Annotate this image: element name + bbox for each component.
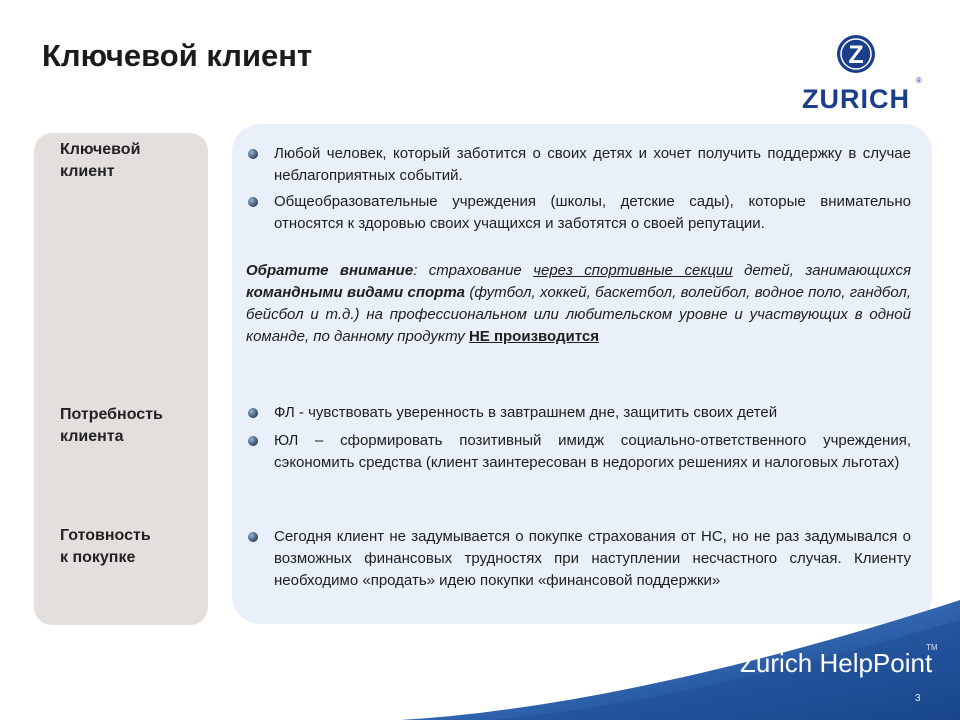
label-key-client: Ключевой клиент [60,141,141,180]
registered-mark: ® [916,76,922,85]
list-item: ФЛ - чувствовать уверенность в завтрашнем дне, защитить своих детей [274,402,911,424]
list-item: Сегодня клиент не задумывается о покупке страхования от НС, но не раз задумывался о возможных финансовых трудностях при наступлении несчастного случая. Клиенту необходимо «продать» идею покупки «финансовой поддержки» [274,526,911,592]
list-item: Общеобразовательные учреждения (школы, детские сады), которые внимательно относятся к здоровью своих учащихся и заботятся о своей репутации. [274,191,911,235]
list-item: ЮЛ – сформировать позитивный имидж социально-ответственного учреждения, сэкономить средства (клиент заинтересован в недорогих решениях и налоговых льготах) [274,430,911,474]
footer-brand: Zurich HelpPoint [740,648,933,678]
trademark-mark: TM [926,643,938,652]
section-labels-panel [34,133,208,625]
zurich-emblem-letter: Z [848,41,864,69]
page-title: Ключевой клиент [42,38,313,73]
content-panel [232,124,932,624]
label-client-need: Потребность клиента [60,406,163,445]
page-number: 3 [915,693,921,704]
attention-note: Обратите внимание: страхование через спортивные секции детей, занимающихся командными видами спорта (футбол, хоккей, баскетбол, волейбол, водное поло, гандбол, бейсбол и т.д.) на профессиональном или любительском уровне и участвующих в одной команде, по данному продукту НЕ производится [246,262,911,345]
bullet-icon [248,436,258,446]
bullet-icon [248,408,258,418]
zurich-wordmark: ZURICH [802,84,910,114]
list-item: Любой человек, который заботится о своих детях и хочет получить поддержку в случае неблагоприятных событий. [274,143,911,187]
bullet-icon [248,532,258,542]
bullet-icon [248,149,258,159]
label-purchase-readiness: Готовность к покупке [60,527,151,566]
bullet-icon [248,197,258,207]
